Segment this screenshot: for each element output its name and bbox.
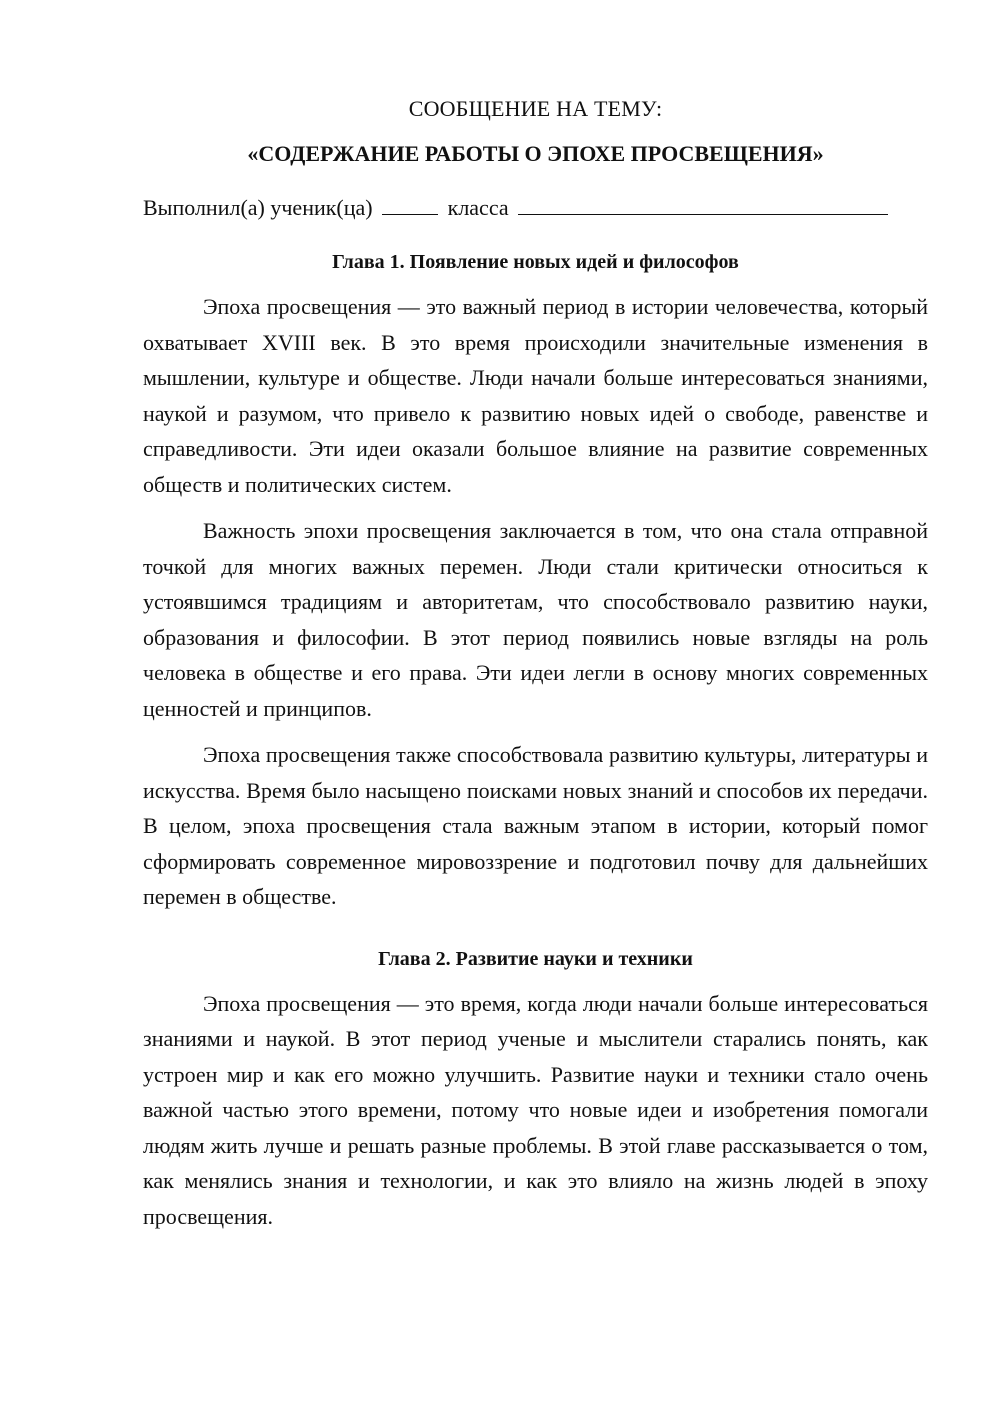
chapter-2 — [143, 945, 928, 1235]
chapter-1 — [143, 248, 928, 915]
paragraph: Эпоха просвещения также способствовала развитию культуры, литературы и искусства. Время было насыщено поисками новых знаний и способов их передачи. В целом, эпоха просвещения стала важным этапом в истории, который помог сформировать современное мировоззрение и подготовил почву для дальнейших перемен в обществе. — [143, 742, 928, 909]
paragraph: Эпоха просвещения — это время, когда люди начали больше интересоваться знаниями и наукой. В этот период ученые и мыслители старались понять, как устроен мир и как его можно улучшить. Развитие науки и техники стало очень важной частью этого времени, потому что новые идеи и изобретения помогали людям жить лучше и решать разные проблемы. В этой главе рассказывается о том, как менялись знания и технологии, и как это влияло на жизнь людей в эпоху просвещения. — [143, 990, 928, 1229]
class-number-blank — [382, 194, 438, 215]
chapter-title: Глава 1. Появление новых идей и философов — [332, 251, 739, 273]
author-line — [143, 193, 928, 223]
paragraph: Важность эпохи просвещения заключается в том, что она стала отправной точкой для многих важных перемен. Люди стали критически относиться к устоявшимся традициям и авторитетам, что способствовало развитию науки, образования и философии. В этот период появились новые взгляды на роль человека в обществе и его права. Эти идеи легли в основу многих современных ценностей и принципов. — [143, 518, 928, 721]
author-prefix: Выполнил(а) ученик(ца) — [143, 195, 373, 220]
document-title: «СОДЕРЖАНИЕ РАБОТЫ О ЭПОХЕ ПРОСВЕЩЕНИЯ» — [247, 141, 824, 166]
student-name-blank — [518, 194, 888, 215]
chapter-title: Глава 2. Развитие науки и техники — [378, 947, 693, 970]
paragraph: Эпоха просвещения — это важный период в истории человечества, который охватывает XVIII век. В это время происходили значительные изменения в мышлении, культуре и обществе. Люди начали больше интересоваться знаниями, наукой и разумом, что привело к развитию новых идей о свободе, равенстве и справедливости. Эти идеи оказали большое влияние на развитие современных обществ и политических систем. — [143, 294, 928, 497]
document-type-heading: СООБЩЕНИЕ НА ТЕМУ: — [408, 96, 663, 121]
class-label: класса — [447, 195, 509, 220]
